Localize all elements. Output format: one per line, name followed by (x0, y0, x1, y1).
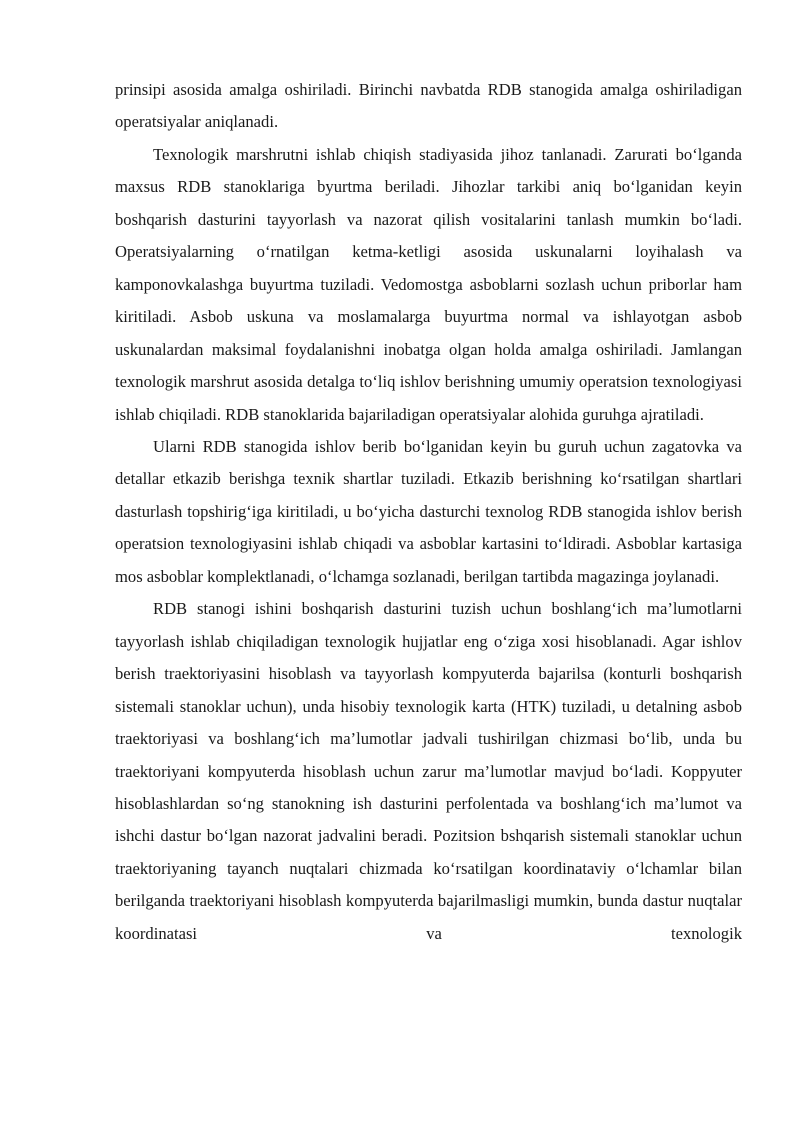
document-body (115, 74, 742, 950)
paragraph-4: RDB stanogi ishini boshqarish dasturini tuzish uchun boshlang‘ich ma’lumotlarni tayyorlash ishlab chiqiladigan texnologik hujjatlar eng o‘ziga xosi hisoblanadi. Agar ishlov berish traektoriyasini hisoblash va tayyorlash kompyuterda bajarilsa (konturli boshqarish sistemali stanoklar uchun), unda hisobiy texnologik karta (HTK) tuziladi, u detalning asbob traektoriyasi va boshlang‘ich ma’lumotlar jadvali tushirilgan chizmasi bo‘lib, unda bu traektoriyani kompyuterda hisoblash uchun zarur ma’lumotlar mavjud bo‘ladi. Koppyuter hisoblashlardan so‘ng stanokning ish dasturini perfolentada va boshlang‘ich ma’lumot va ishchi dastur bo‘lgan nazorat jadvalini beradi. Pozitsion bshqarish sistemali stanoklar uchun traektoriyaning tayanch nuqtalari chizmada ko‘rsatilgan koordinataviy o‘lchamlar bilan berilganda traektoriyani hisoblash kompyuterda bajarilmasligi mumkin, bunda dastur nuqtalar koordinatasi va texnologik (115, 599, 742, 943)
paragraph-2: Texnologik marshrutni ishlab chiqish stadiyasida jihoz tanlanadi. Zarurati bo‘lganda maxsus RDB stanoklariga byurtma beriladi. Jihozlar tarkibi aniq bo‘lganidan keyin boshqarish dasturini tayyorlash va nazorat qilish vositalarini tanlash mumkin bo‘ladi. Operatsiyalarning o‘rnatilgan ketma-ketligi asosida uskunalarni loyihalash va kamponovkalashga buyurtma tuziladi. Vedomostga asboblarni sozlash uchun priborlar ham kiritiladi. Asbob uskuna va moslamalarga buyurtma normal va ishlayotgan asbob uskunalardan maksimal foydalanishni inobatga olgan holda amalga oshiriladi. Jamlangan texnologik marshrut asosida detalga to‘liq ishlov berishning umumiy operatsion texnologiyasi ishlab chiqiladi. RDB stanoklarida bajariladigan operatsiyalar alohida guruhga ajratiladi. (115, 144, 742, 424)
paragraph-1: prinsipi asosida amalga oshiriladi. Birinchi navbatda RDB stanogida amalga oshiriladigan operatsiyalar aniqlanadi. (115, 80, 742, 132)
paragraph-3: Ularni RDB stanogida ishlov berib bo‘lganidan keyin bu guruh uchun zagatovka va detallar etkazib berishga texnik shartlar tuziladi. Etkazib berishning ko‘rsatilgan shartlari dasturlash topshirig‘iga kiritiladi, u bo‘yicha dasturchi texnolog RDB stanogida ishlov berish operatsion texnologiyasini ishlab chiqadi va asboblar kartasini to‘ldiradi. Asboblar kartasiga mos asboblar komplektlanadi, o‘lchamga sozlanadi, berilgan tartibda magazinga joylanadi. (115, 436, 742, 586)
